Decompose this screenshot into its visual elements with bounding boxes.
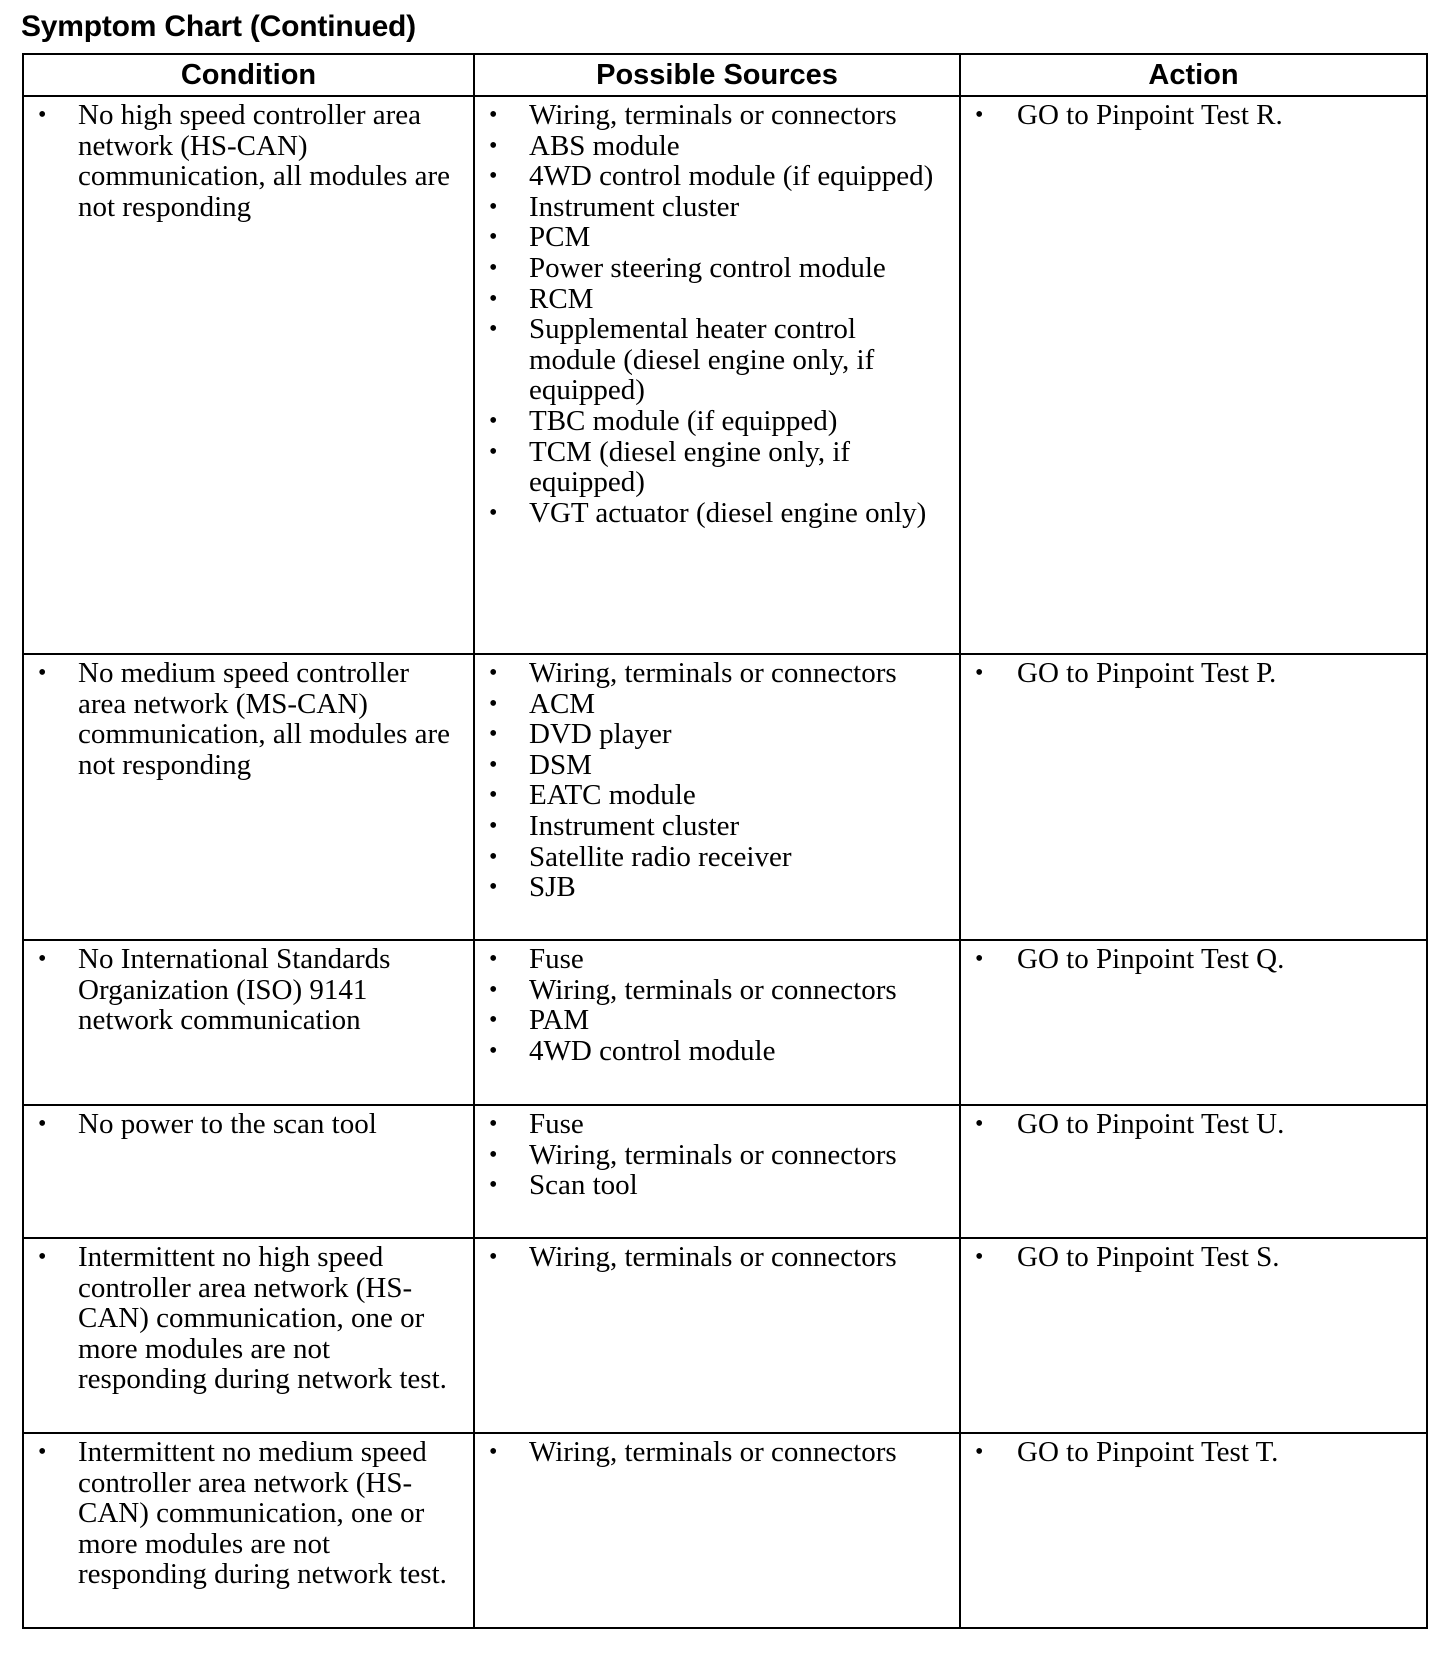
condition-cell: [23, 1433, 474, 1628]
possible-sources-cell: [474, 1433, 960, 1628]
condition-cell: [23, 940, 474, 1105]
bullet-icon: •: [489, 721, 498, 748]
source-item-text: TCM (diesel engine only, if equipped): [529, 435, 851, 499]
source-item-text: Wiring, terminals or connectors: [529, 1138, 897, 1171]
bullet-list: [961, 1106, 1426, 1144]
bullet-icon: •: [489, 660, 498, 686]
bullet-icon: •: [489, 224, 498, 251]
condition-item-text: No power to the scan tool: [78, 1108, 377, 1140]
source-item-text: VGT actuator (diesel engine only): [529, 496, 927, 529]
source-item-text: Instrument cluster: [529, 809, 740, 842]
source-item-text: SJB: [529, 871, 576, 904]
bullet-icon: •: [975, 1244, 984, 1270]
bullet-icon: •: [975, 1439, 984, 1465]
bullet-icon: •: [489, 163, 498, 190]
condition-item: [24, 1109, 463, 1140]
symptom-chart-table: [22, 53, 1428, 1629]
action-item: [961, 944, 1416, 975]
action-cell: [960, 940, 1427, 1105]
source-item: [475, 944, 949, 975]
header-action: Action: [960, 54, 1427, 96]
bullet-icon: •: [975, 660, 984, 686]
action-cell: [960, 1433, 1427, 1628]
bullet-icon: •: [489, 1037, 498, 1064]
bullet-icon: •: [489, 874, 498, 901]
source-item: [475, 872, 949, 903]
source-item: [475, 284, 949, 315]
source-item: [475, 750, 949, 781]
source-item-text: PAM: [529, 1004, 590, 1037]
source-item: [475, 1109, 949, 1140]
condition-cell: [23, 1238, 474, 1433]
source-item: [475, 222, 949, 253]
condition-item-text: Intermittent no medium speed controller area network (HS-CAN) communication, one or more modules are not responding during network test.: [78, 1436, 447, 1591]
source-item-text: EATC module: [529, 779, 696, 812]
bullet-list: [475, 1239, 959, 1277]
bullet-icon: •: [489, 843, 498, 870]
source-item-text: ABS module: [529, 129, 680, 162]
condition-item-text: No high speed controller area network (HS-CAN) communication, all modules are not responding: [78, 99, 451, 223]
bullet-icon: •: [489, 316, 498, 343]
bullet-list: [475, 97, 959, 532]
source-item-text: 4WD control module (if equipped): [529, 160, 934, 193]
bullet-icon: •: [489, 782, 498, 809]
source-item-text: Scan tool: [529, 1169, 638, 1202]
source-item: [475, 1036, 949, 1067]
condition-cell: [23, 1105, 474, 1238]
bullet-list: [24, 1434, 473, 1594]
source-item: [475, 842, 949, 873]
action-cell: [960, 96, 1427, 654]
source-item: [475, 498, 949, 529]
source-item: [475, 1140, 949, 1171]
bullet-icon: •: [489, 102, 498, 128]
bullet-icon: •: [489, 1244, 498, 1270]
bullet-icon: •: [975, 102, 984, 128]
source-item: [475, 719, 949, 750]
action-item-text: GO to Pinpoint Test Q.: [1017, 943, 1285, 975]
source-item-text: TBC module (if equipped): [529, 404, 838, 437]
source-item: [475, 161, 949, 192]
bullet-icon: •: [489, 751, 498, 778]
source-item: [475, 192, 949, 223]
action-item-text: GO to Pinpoint Test U.: [1017, 1108, 1285, 1140]
table-row: [23, 1433, 1427, 1628]
source-item-text: Wiring, terminals or connectors: [529, 99, 897, 131]
source-item-text: RCM: [529, 282, 594, 315]
action-item-text: GO to Pinpoint Test P.: [1017, 657, 1277, 689]
bullet-icon: •: [975, 946, 984, 972]
table-row: [23, 1105, 1427, 1238]
table-row: [23, 96, 1427, 654]
action-cell: [960, 654, 1427, 940]
condition-item: [24, 944, 463, 1036]
bullet-icon: •: [38, 1439, 47, 1465]
bullet-list: [961, 1239, 1426, 1277]
source-item-text: Wiring, terminals or connectors: [529, 1241, 897, 1273]
bullet-list: [24, 97, 473, 226]
table-header-row: [23, 54, 1427, 96]
bullet-icon: •: [489, 499, 498, 526]
bullet-list: [24, 941, 473, 1040]
bullet-icon: •: [489, 285, 498, 312]
bullet-list: [961, 941, 1426, 979]
source-item-text: Fuse: [529, 1108, 584, 1140]
action-item-text: GO to Pinpoint Test T.: [1017, 1436, 1279, 1468]
bullet-list: [961, 1434, 1426, 1472]
source-item: [475, 811, 949, 842]
action-cell: [960, 1105, 1427, 1238]
possible-sources-cell: [474, 654, 960, 940]
source-item: [475, 780, 949, 811]
possible-sources-cell: [474, 96, 960, 654]
source-item: [475, 1242, 949, 1273]
action-item-text: GO to Pinpoint Test R.: [1017, 99, 1283, 131]
condition-item: [24, 1242, 463, 1395]
source-item-text: Satellite radio receiver: [529, 840, 792, 873]
condition-item: [24, 658, 463, 780]
source-item: [475, 100, 949, 131]
bullet-list: [24, 655, 473, 784]
condition-cell: [23, 96, 474, 654]
condition-item-text: No International Standards Organization (ISO) 9141 network communication: [78, 943, 391, 1037]
action-item: [961, 1109, 1416, 1140]
source-item: [475, 406, 949, 437]
source-item-text: 4WD control module: [529, 1034, 776, 1067]
action-item: [961, 100, 1416, 131]
bullet-list: [24, 1239, 473, 1399]
bullet-list: [475, 1106, 959, 1205]
header-condition: Condition: [23, 54, 474, 96]
source-item-text: DSM: [529, 748, 592, 781]
source-item: [475, 1437, 949, 1468]
bullet-icon: •: [38, 946, 47, 972]
possible-sources-cell: [474, 1105, 960, 1238]
source-item-text: Supplemental heater control module (diesel engine only, if equipped): [529, 313, 875, 407]
bullet-icon: •: [38, 660, 47, 686]
action-item: [961, 658, 1416, 689]
action-item: [961, 1242, 1416, 1273]
bullet-icon: •: [489, 1439, 498, 1465]
table-row: [23, 940, 1427, 1105]
action-item-text: GO to Pinpoint Test S.: [1017, 1241, 1280, 1273]
bullet-icon: •: [489, 407, 498, 434]
source-item-text: Fuse: [529, 943, 584, 975]
header-possible-sources: Possible Sources: [474, 54, 960, 96]
condition-item-text: Intermittent no high speed controller area network (HS-CAN) communication, one or more modules are not responding during network test.: [78, 1241, 447, 1396]
source-item: [475, 314, 949, 406]
bullet-icon: •: [489, 1141, 498, 1168]
bullet-icon: •: [489, 1111, 498, 1137]
source-item: [475, 1170, 949, 1201]
bullet-list: [961, 97, 1426, 135]
bullet-icon: •: [38, 102, 47, 128]
bullet-list: [475, 1434, 959, 1472]
source-item-text: ACM: [529, 687, 596, 720]
possible-sources-cell: [474, 1238, 960, 1433]
bullet-icon: •: [489, 438, 498, 465]
page-title: Symptom Chart (Continued): [21, 10, 416, 43]
table-row: [23, 1238, 1427, 1433]
source-item-text: Wiring, terminals or connectors: [529, 973, 897, 1006]
source-item: [475, 1005, 949, 1036]
source-item: [475, 658, 949, 689]
bullet-icon: •: [489, 946, 498, 972]
table-row: [23, 654, 1427, 940]
bullet-list: [961, 655, 1426, 693]
condition-item-text: No medium speed controller area network (MS-CAN) communication, all modules are not responding: [78, 657, 451, 781]
source-item: [475, 975, 949, 1006]
bullet-icon: •: [489, 132, 498, 159]
bullet-list: [24, 1106, 473, 1144]
source-item: [475, 689, 949, 720]
bullet-list: [475, 655, 959, 907]
bullet-icon: •: [489, 193, 498, 220]
source-item-text: DVD player: [529, 718, 672, 751]
possible-sources-cell: [474, 940, 960, 1105]
condition-item: [24, 1437, 463, 1590]
source-item-text: Wiring, terminals or connectors: [529, 657, 897, 689]
source-item: [475, 437, 949, 498]
source-item: [475, 253, 949, 284]
source-item-text: Power steering control module: [529, 251, 886, 284]
bullet-icon: •: [489, 976, 498, 1003]
bullet-icon: •: [489, 254, 498, 281]
source-item-text: Wiring, terminals or connectors: [529, 1436, 897, 1468]
bullet-icon: •: [489, 690, 498, 717]
bullet-icon: •: [975, 1111, 984, 1137]
bullet-icon: •: [38, 1111, 47, 1137]
source-item-text: Instrument cluster: [529, 190, 740, 223]
bullet-icon: •: [38, 1244, 47, 1270]
bullet-icon: •: [489, 1172, 498, 1199]
bullet-icon: •: [489, 1007, 498, 1034]
source-item: [475, 131, 949, 162]
source-item-text: PCM: [529, 221, 591, 254]
bullet-list: [475, 941, 959, 1070]
action-item: [961, 1437, 1416, 1468]
bullet-icon: •: [489, 812, 498, 839]
condition-item: [24, 100, 463, 222]
action-cell: [960, 1238, 1427, 1433]
condition-cell: [23, 654, 474, 940]
